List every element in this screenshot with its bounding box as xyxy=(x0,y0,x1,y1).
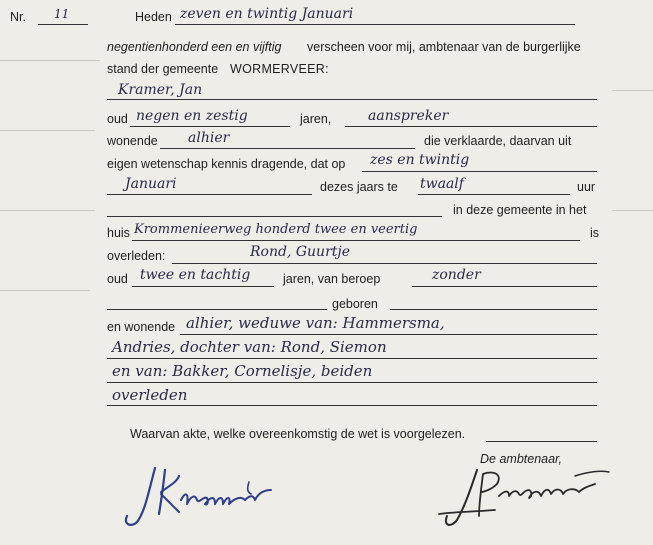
bleed-line xyxy=(612,210,653,211)
details-line-2: Andries, dochter van: Rond, Siemon xyxy=(112,338,387,356)
nr-value: 11 xyxy=(54,7,70,21)
death-day-rule xyxy=(362,171,597,172)
signature-right xyxy=(425,462,615,532)
date-written: zeven en twintig Januari xyxy=(180,6,354,22)
details-rule-2 xyxy=(107,358,597,359)
death-day: zes en twintig xyxy=(370,152,470,168)
beroep-text: jaren, van beroep xyxy=(283,272,381,286)
stand-text: stand der gemeente xyxy=(107,62,219,76)
eigen-text: eigen wetenschap kennis dragende, dat op xyxy=(107,157,346,171)
bleed-line xyxy=(0,130,95,131)
is-label: is xyxy=(590,226,600,240)
address-rule xyxy=(132,240,580,241)
hour-rule xyxy=(418,194,570,195)
svg-text:J Kramer: J Kramer xyxy=(115,534,120,535)
heden-label: Heden xyxy=(135,10,172,24)
declarant-rule xyxy=(107,99,597,100)
residence-rule xyxy=(160,148,415,149)
age-rule xyxy=(130,126,290,127)
death-hour: twaalf xyxy=(420,176,464,192)
details-rule-3 xyxy=(107,382,597,383)
birth-rule-right xyxy=(390,309,597,310)
oud-label: oud xyxy=(107,112,128,126)
deceased-occupation: zonder xyxy=(432,267,481,283)
death-month: Januari xyxy=(125,176,177,192)
blank-rule xyxy=(107,216,442,217)
occupation-rule xyxy=(345,126,597,127)
nr-label: Nr. xyxy=(10,10,26,24)
deceased-rule xyxy=(172,263,597,264)
declarant-age: negen en zestig xyxy=(136,108,248,124)
details-line-3: en van: Bakker, Cornelisje, beiden xyxy=(112,362,373,380)
deceased-name: Rond, Guurtje xyxy=(250,244,351,260)
waarvan-rule xyxy=(486,441,597,442)
municipality: WORMERVEER: xyxy=(230,62,329,76)
details-line-1: alhier, weduwe van: Hammersma, xyxy=(186,314,445,332)
address: Krommenieerweg honderd twee en veertig xyxy=(134,222,418,237)
ambtenaar-label: De ambtenaar, xyxy=(480,452,562,466)
dezes-text: dezes jaars te xyxy=(320,180,398,194)
verscheen-text: verscheen voor mij, ambtenaar van de burgerlijke xyxy=(307,40,581,54)
year-line: negentienhonderd een en vijftig xyxy=(107,40,282,54)
waarvan-text: Waarvan akte, welke overeenkomstig de wet is voorgelezen. xyxy=(130,427,466,441)
occupation2-rule xyxy=(412,286,597,287)
birth-rule-left xyxy=(107,309,327,310)
geboren-label: geboren xyxy=(332,297,378,311)
wonende-label: wonende xyxy=(107,134,158,148)
overleden-label: overleden: xyxy=(107,249,166,263)
uur-label: uur xyxy=(577,180,596,194)
declarant-residence: alhier xyxy=(188,130,230,146)
en-wonende-label: en wonende xyxy=(107,320,176,334)
age2-rule xyxy=(132,286,274,287)
signature-left xyxy=(115,460,290,535)
svg-text:J Pranaw: J Pranaw xyxy=(425,531,430,532)
death-month-rule xyxy=(107,194,312,195)
bleed-line xyxy=(612,90,653,91)
declarant-name: Kramer, Jan xyxy=(118,82,203,98)
jaren-label: jaren, xyxy=(300,112,332,126)
details-rule-4 xyxy=(107,405,597,406)
details-rule-1 xyxy=(180,334,597,335)
date-rule xyxy=(175,24,575,25)
verklaarde-text: die verklaarde, daarvan uit xyxy=(424,134,572,148)
deceased-age: twee en tachtig xyxy=(140,267,251,283)
declarant-occupation: aanspreker xyxy=(368,108,449,124)
bleed-line xyxy=(0,290,90,291)
bleed-line xyxy=(0,60,100,61)
in-gemeente-text: in deze gemeente in het xyxy=(453,203,587,217)
details-line-4: overleden xyxy=(112,386,188,404)
nr-rule xyxy=(38,24,88,25)
bleed-line xyxy=(0,210,95,211)
oud2-label: oud xyxy=(107,272,128,286)
huis-label: huis xyxy=(107,226,130,240)
